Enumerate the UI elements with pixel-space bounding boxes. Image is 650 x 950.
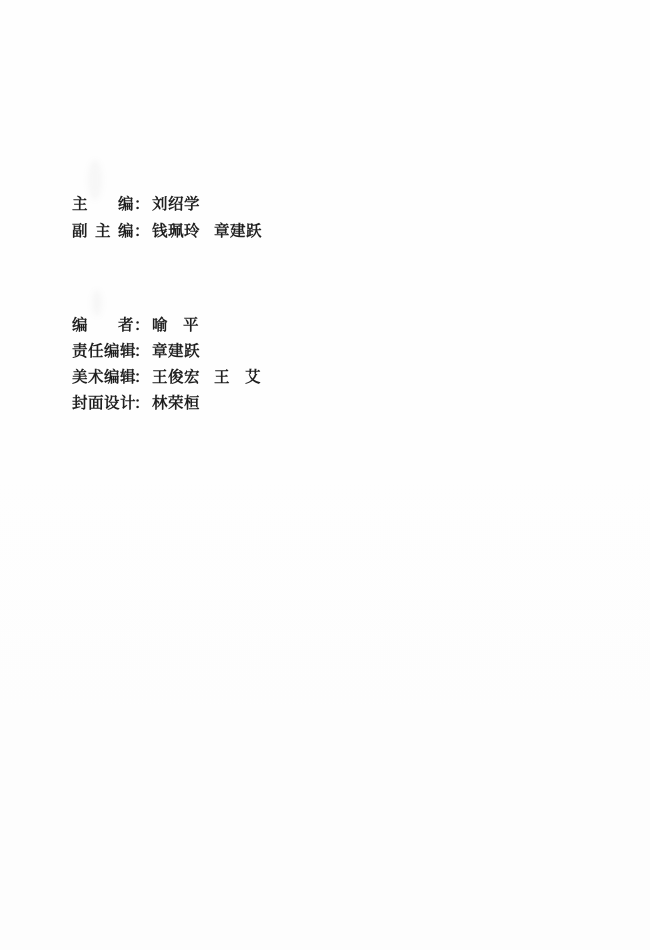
credit-names [152, 365, 261, 391]
credit-role-label: 美 术 编 辑 [72, 369, 137, 386]
colon-separator: ： [134, 395, 150, 412]
credit-name: 刘绍学 [152, 196, 201, 213]
credit-name: 章建跃 [152, 343, 201, 360]
credit-names [152, 391, 200, 417]
credit-name: 钱珮玲 [152, 223, 201, 240]
credit-name: 王俊宏 [152, 369, 201, 386]
credit-role-label: 封 面 设 计 [72, 395, 137, 412]
credit-names [152, 191, 200, 218]
credit-role-label: 编 者 [72, 317, 134, 334]
credit-row-chief-editor [72, 191, 262, 218]
credit-names [152, 339, 200, 365]
credit-role-label: 主 编 [72, 196, 134, 213]
colon-separator: ： [134, 196, 150, 213]
credit-row-art-editor [72, 365, 261, 391]
credit-names [152, 218, 262, 245]
colon-separator: ： [134, 317, 150, 334]
staff-credits-block [72, 313, 261, 417]
credit-names [152, 313, 199, 339]
credit-row-deputy-chief-editor [72, 218, 262, 245]
credit-name: 王 艾 [214, 369, 262, 386]
colon-separator: ： [134, 369, 150, 386]
credit-role-label: 副 主 编 [72, 223, 134, 240]
colon-separator: ： [134, 223, 150, 240]
chief-editor-block [72, 191, 262, 245]
colon-separator: ： [134, 343, 150, 360]
credit-row-cover-designer [72, 391, 261, 417]
credit-row-editor [72, 313, 261, 339]
credit-name: 章建跃 [214, 223, 263, 240]
credit-name: 林荣桓 [152, 395, 201, 412]
credit-name: 喻 平 [152, 317, 199, 334]
credit-role-label: 责 任 编 辑 [72, 343, 137, 360]
credit-row-responsible-editor [72, 339, 261, 365]
